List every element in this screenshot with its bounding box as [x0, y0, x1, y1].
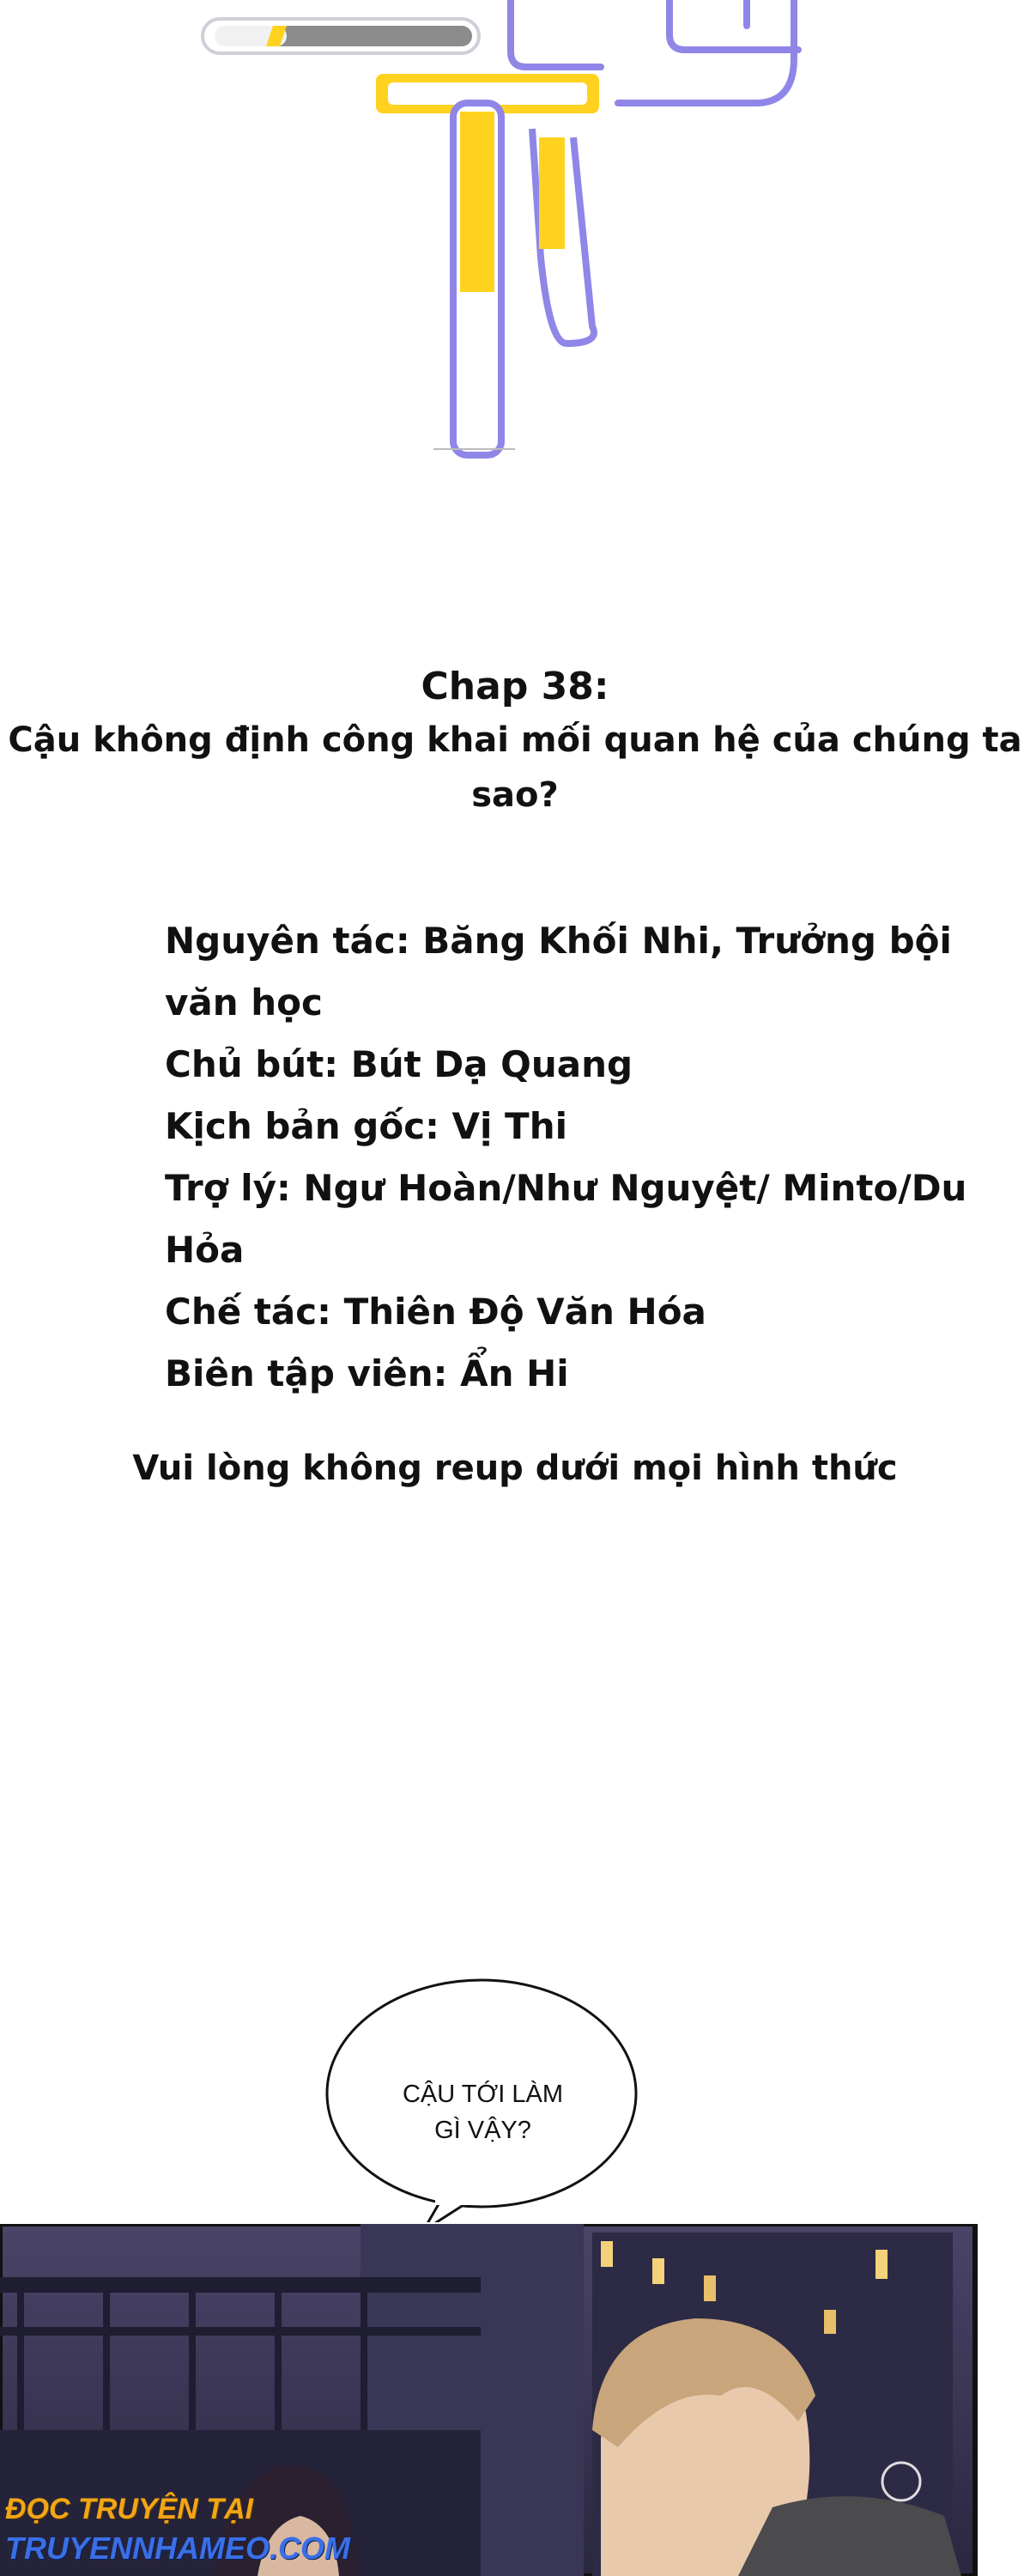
site-watermark [5, 2490, 350, 2569]
credit-line: Nguyên tác: Băng Khối Nhi, Trưởng bội văn học [165, 920, 952, 1024]
credits-list [165, 910, 980, 1405]
title-logo [0, 0, 1030, 481]
credit-line: Chế tác: Thiên Độ Văn Hóa [165, 1291, 706, 1333]
watermark-line-2: TRUYENNHAMEO.COM [5, 2530, 350, 2566]
chapter-heading [0, 661, 1030, 823]
credit-line: Trợ lý: Ngư Hoàn/Như Nguyệt/ Minto/Du Hỏa [165, 1167, 967, 1271]
reup-notice: Vui lòng không reup dưới mọi hình thức [132, 1449, 898, 1488]
chapter-label: Chap 38: [421, 665, 609, 708]
credit-line: Biên tập viên: Ẩn Hi [165, 1352, 569, 1394]
watermark-line-1: ĐỌC TRUYỆN TẠI [5, 2493, 253, 2525]
chapter-title: Cậu không định công khai mối quan hệ của chúng ta sao? [8, 720, 1022, 815]
speech-line: GÌ VẬY? [434, 2117, 531, 2144]
credit-line: Kịch bản gốc: Vị Thi [165, 1105, 567, 1147]
credit-line: Chủ bút: Bút Dạ Quang [165, 1043, 633, 1085]
speech-line: CẬU TỚI LÀM [402, 2081, 564, 2108]
speech-bubble-text [322, 2076, 644, 2148]
